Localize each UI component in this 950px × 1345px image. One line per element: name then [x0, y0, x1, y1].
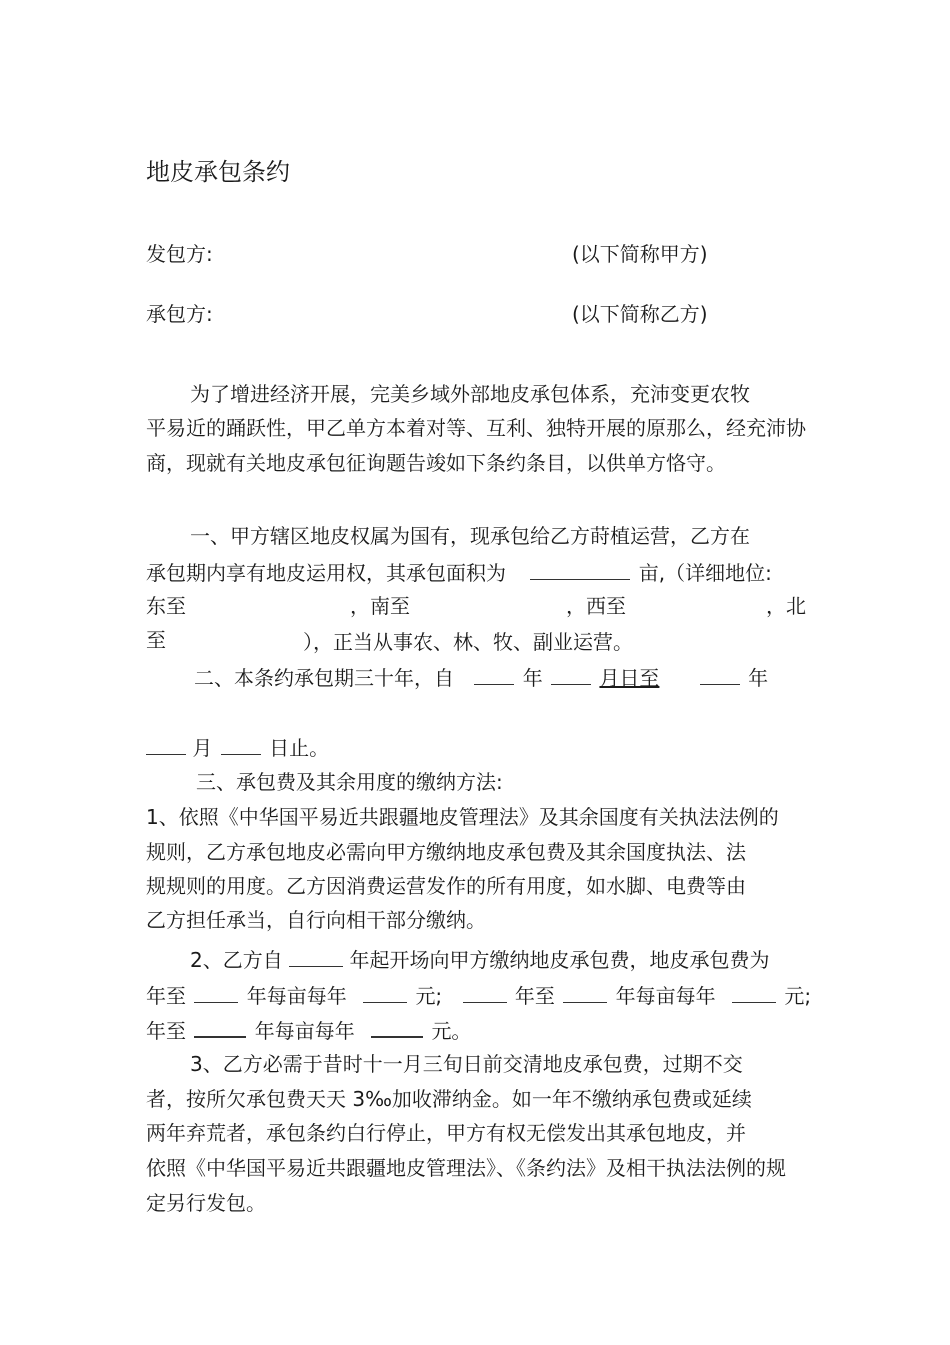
- p2-fee-text: 年起开场向甲方缴纳地皮承包费，地皮承包费为: [349, 948, 770, 972]
- meimu-label-3: 年每亩每年: [254, 1019, 355, 1043]
- clause2-line-1: [194, 666, 768, 688]
- month-day-to-label: 月日至: [599, 666, 660, 690]
- clause3-p2-line-2: [146, 984, 811, 1006]
- end-year-blank[interactable]: [700, 666, 740, 685]
- clause1-line-4: ），正当从事农、林、牧、副业运营。: [303, 630, 633, 654]
- start-year-label: 年: [522, 666, 543, 690]
- clause3-p3-line-5: 定另行发包。: [146, 1191, 266, 1215]
- chengbao-label: 承包方:: [146, 302, 213, 326]
- clause3-p3-line-2: 者，按所欠承包费天天 3‰加收滞纳金。如一年不缴纳承包费或延续: [146, 1087, 752, 1111]
- north-label: ，北: [766, 594, 806, 618]
- fabao-note: (以下简称甲方): [572, 242, 708, 266]
- clause3-p1-line-2: 规则，乙方承包地皮必需向甲方缴纳地皮承包费及其余国度执法、法: [146, 840, 746, 864]
- preamble-line-2: 平易近的踊跃性，甲乙单方本着对等、互利、独特开展的原那么，经充沛协: [146, 416, 806, 440]
- area-blank[interactable]: [530, 561, 630, 580]
- clause3-p1-line-4: 乙方担任承当，自行向相干部分缴纳。: [146, 908, 486, 932]
- start-year-blank[interactable]: [474, 666, 514, 685]
- end-day-label: 日止。: [269, 736, 330, 760]
- clause1-area-unit: 亩,（详细地位:: [638, 561, 772, 585]
- fabao-label: 发包方:: [146, 242, 213, 266]
- clause3-p3-line-3: 两年弃荒者，承包条约白行停止，甲方有权无偿发出其承包地皮，并: [146, 1121, 746, 1145]
- meimu-label-2: 年每亩每年: [615, 984, 716, 1008]
- end-month-label: 月: [192, 736, 213, 760]
- clause3-p1-line-3: 规规则的用度。乙方因消费运营发作的所有用度，如水脚、电费等由: [146, 874, 746, 898]
- clause1-area-label: 承包期内享有地皮运用权，其承包面积为: [146, 561, 506, 585]
- nianzhi-label-1: 年至: [146, 984, 186, 1008]
- fee2-blank[interactable]: [732, 984, 776, 1003]
- preamble-line-3: 商，现就有关地皮承包征询题告竣如下条约条目，以供单方恪守。: [146, 451, 726, 475]
- clause3-p3-line-4: 依照《中华国平易近共跟疆地皮管理法》、《条约法》及相干执法法例的规: [146, 1156, 786, 1180]
- clause3-p3-line-1: 3、乙方必需于昔时十一月三旬日前交清地皮承包费，过期不交: [190, 1052, 743, 1076]
- yuan-label-end: 元。: [431, 1019, 472, 1043]
- clause3-heading: 三、承包费及其余用度的缴纳方法:: [196, 770, 503, 794]
- period3-end-blank[interactable]: [194, 1018, 246, 1038]
- chengbao-note: (以下简称乙方): [572, 302, 708, 326]
- clause3-p2-line-1: [190, 948, 769, 970]
- west-label: ，西至: [566, 594, 626, 618]
- p2-start-text: 2、乙方自: [190, 948, 283, 972]
- clause2-term-text: 二、本条约承包期三十年，自: [194, 666, 454, 690]
- clause3-p2-line-3: [146, 1018, 471, 1041]
- yuan-label-1: 元;: [415, 984, 443, 1008]
- meimu-label-1: 年每亩每年: [246, 984, 347, 1008]
- end-year-label: 年: [748, 666, 769, 690]
- fee-start-year-blank[interactable]: [289, 948, 343, 967]
- clause2-line-2: [146, 736, 329, 758]
- end-month-blank[interactable]: [146, 736, 186, 755]
- nianzhi-label-2: 年至: [514, 984, 555, 1008]
- period2-end-blank[interactable]: [563, 984, 607, 1003]
- preamble-line-1: 为了增进经济开展，完美乡域外部地皮承包体系，充沛变更农牧: [190, 382, 750, 406]
- fee3-blank[interactable]: [371, 1018, 423, 1038]
- start-month-blank[interactable]: [551, 666, 591, 685]
- yuan-label-2: 元;: [784, 984, 812, 1008]
- east-label: 东至: [146, 594, 186, 618]
- clause1-line-2: [146, 561, 772, 583]
- nianzhi-label-3: 年至: [146, 1019, 186, 1043]
- end-day-blank[interactable]: [221, 736, 261, 755]
- document-title: 地皮承包条约: [146, 158, 290, 186]
- north-zhi-label: 至: [146, 628, 166, 652]
- south-label: ，南至: [350, 594, 410, 618]
- period2-start-blank[interactable]: [463, 984, 507, 1003]
- fee1-blank[interactable]: [363, 984, 407, 1003]
- clause3-p1-line-1: 1、依照《中华国平易近共跟疆地皮管理法》及其余国度有关执法法例的: [146, 805, 779, 829]
- period1-end-blank[interactable]: [194, 984, 238, 1003]
- clause1-line-1: 一、甲方辖区地皮权属为国有，现承包给乙方莳植运营，乙方在: [190, 524, 750, 548]
